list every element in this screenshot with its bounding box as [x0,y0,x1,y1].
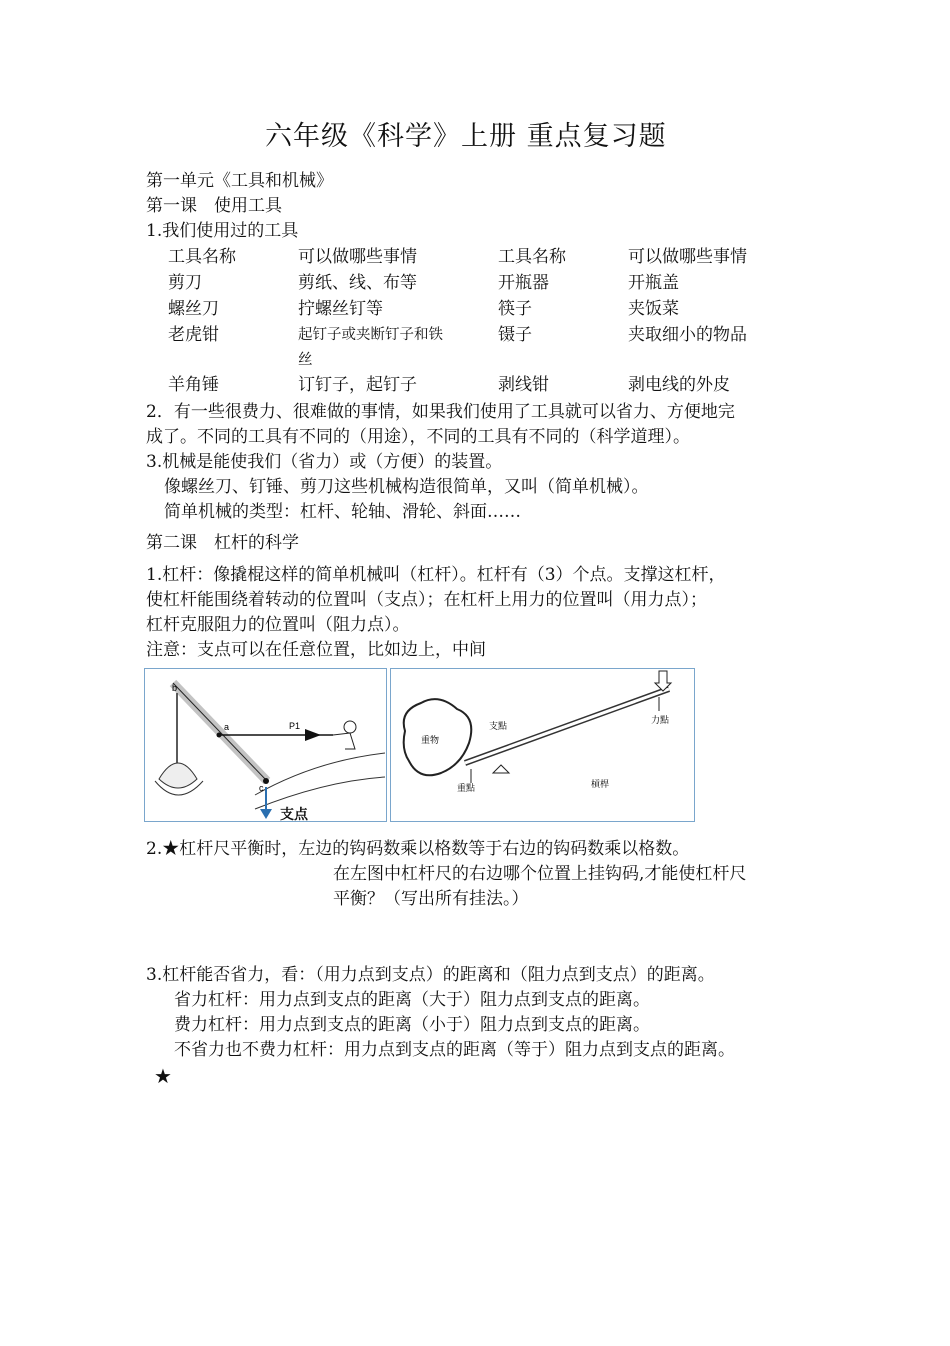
table-cell: 开瓶盖 [628,273,679,293]
crowbar-diagram [145,669,386,821]
question-1-heading: 1.我们使用过的工具 [146,221,299,241]
table-cell: 开瓶器 [498,273,549,293]
seesaw-diagram [391,669,694,821]
crowbar-panel [144,668,387,822]
table-cell: 羊角锤 [168,375,219,395]
paragraph-save-force: 费力杠杆：用力点到支点的距离（小于）阻力点到支点的距离。 [174,1015,650,1035]
lever-figure [144,668,694,822]
lesson-heading-2: 第二课 杠杆的科学 [146,533,299,553]
label-p1: P1 [289,721,301,731]
fulcrum-caption: 支点 [280,807,308,823]
label-lever: 槓桿 [591,779,610,789]
paragraph-lever: 1.杠杆：像撬棍这样的简单机械叫（杠杆）。杠杆有（3）个点。支撑这杠杆， [146,565,726,585]
page-title: 六年级《科学》上册 重点复习题 [265,121,667,152]
table-cell: 剥电线的外皮 [628,375,730,395]
table-cell: 夹饭菜 [628,299,679,319]
paragraph-save-force: 3.杠杆能否省力，看：（用力点到支点）的距离和（阻力点到支点）的距离。 [146,965,715,985]
paragraph-q3: 像螺丝刀、钉锤、剪刀这些机械构造很简单，又叫（简单机械）。 [164,477,649,497]
paragraph-balance: 2.★杠杆尺平衡时，左边的钩码数乘以格数等于右边的钩码数乘以格数。 [146,839,690,859]
lesson-heading-1: 第一课 使用工具 [146,196,282,216]
label-fulcrum: 支點 [489,721,508,731]
unit-heading: 第一单元《工具和机械》 [146,171,333,191]
table-header: 可以做哪些事情 [298,247,417,267]
paragraph-balance: 在左图中杠杆尺的右边哪个位置上挂钩码,才能使杠杆尺 [333,864,747,884]
table-cell: 拧螺丝钉等 [298,299,383,319]
table-header: 可以做哪些事情 [628,247,747,267]
paragraph-balance: 平衡？（写出所有挂法。） [333,889,529,909]
table-cell-wrap: 丝 [298,352,313,368]
table-cell: 起钉子或夹断钉子和铁 [298,327,443,343]
table-header: 工具名称 [168,247,236,267]
paragraph-q3: 3.机械是能使我们（省力）或（方便）的装置。 [146,452,503,472]
table-cell: 镊子 [498,325,532,345]
table-cell: 螺丝刀 [168,299,219,319]
label-b: b [172,683,178,693]
table-cell: 剪纸、线、布等 [298,273,417,293]
paragraph-save-force: 不省力也不费力杠杆：用力点到支点的距离（等于）阻力点到支点的距离。 [174,1040,735,1060]
paragraph-q2: 2．有一些很费力、很难做的事情，如果我们使用了工具就可以省力、方便地完 [146,402,735,422]
note: 注意：支点可以在任意位置，比如边上，中间 [146,640,486,660]
label-c: c [259,783,264,793]
paragraph-save-force: 省力杠杆：用力点到支点的距离（大于）阻力点到支点的距离。 [174,990,650,1010]
star-icon: ★ [154,1064,172,1088]
table-cell: 夹取细小的物品 [628,325,747,345]
paragraph-q2: 成了。不同的工具有不同的（用途），不同的工具有不同的（科学道理）。 [146,427,690,447]
paragraph-lever: 杠杆克服阻力的位置叫（阻力点）。 [146,615,410,635]
label-weight: 重物 [421,735,440,745]
table-cell: 剪刀 [168,273,202,293]
paragraph-q3: 简单机械的类型：杠杆、轮轴、滑轮、斜面…… [164,502,521,522]
paragraph-lever: 使杠杆能围绕着转动的位置叫（支点）；在杠杆上用力的位置叫（用力点）； [146,590,707,610]
label-a: a [224,722,230,732]
label-force: 力點 [651,715,670,725]
table-cell: 剥线钳 [498,375,549,395]
table-cell: 订钉子，起钉子 [298,375,417,395]
table-header: 工具名称 [498,247,566,267]
table-cell: 老虎钳 [168,325,219,345]
seesaw-panel [390,668,695,822]
label-resistance: 重點 [457,783,476,793]
table-cell: 筷子 [498,299,532,319]
